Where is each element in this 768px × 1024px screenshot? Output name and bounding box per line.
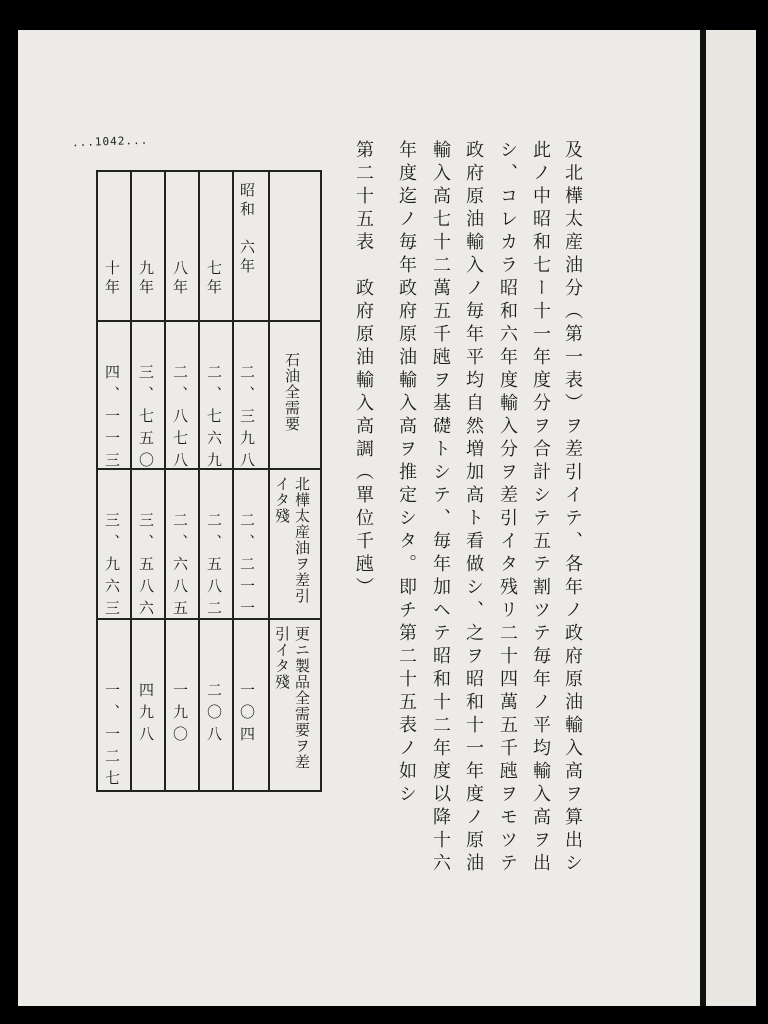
value-total: 三、七五〇 — [137, 364, 155, 474]
body-text-col-4: 政府原油輸入ノ毎年平均自然増加高ト看做シ、之ヲ昭和十一年度ノ原油 — [463, 140, 484, 876]
value-balance: 一〇四 — [238, 682, 256, 748]
value-total: 二、八七八 — [171, 364, 189, 474]
header-minus-products: 更ニ製品全需要ヲ差引イタ殘 — [273, 626, 311, 770]
handwritten-annotation: ...1042... — [71, 133, 149, 150]
header-total-demand: 石油全需要 — [283, 352, 301, 432]
body-text-col-6: 年度迄ノ毎年政府原油輸入高ヲ推定シタ。即チ第二十五表ノ如シ — [396, 140, 417, 807]
value-north: 二、五八二 — [205, 512, 223, 622]
body-text-col-1: 及北樺太産油分（第一表）ヲ差引イテ、各年ノ政府原油輸入高ヲ算出シ — [562, 140, 583, 876]
table-caption: 第二十五表 政府原油輸入高調（單位千瓲） — [353, 140, 374, 600]
body-text-col-2: 此ノ中昭和七ー十一年度分ヲ合計シテ五テ割ツテ毎年ノ平均輸入高ヲ出 — [530, 140, 551, 876]
value-balance: 一九〇 — [171, 682, 189, 748]
header-minus-north-sakhalin: 北樺太産油ヲ差引イタ殘 — [273, 476, 311, 604]
table-row-year: 昭和 六年 — [238, 182, 256, 277]
value-north: 三、九六三 — [103, 512, 121, 622]
value-balance: 四九八 — [137, 682, 155, 748]
value-north: 二、二一一 — [238, 512, 256, 622]
table-row-year: 八年 — [171, 260, 189, 298]
value-balance: 一、一二七 — [103, 682, 121, 792]
adjacent-page-strip — [706, 30, 756, 1006]
value-balance: 二〇八 — [205, 682, 223, 748]
value-total: 二、三九八 — [238, 364, 256, 474]
value-north: 三、五八六 — [137, 512, 155, 622]
value-total: 二、七六九 — [205, 364, 223, 474]
body-text-col-5: 輸入高七十二萬五千瓲ヲ基礎トシテ、毎年加ヘテ昭和十二年度以降十六 — [430, 140, 451, 876]
body-text-col-3: シ、コレカラ昭和六年度輸入分ヲ差引イタ残リ二十四萬五千瓲ヲモツテ — [497, 140, 518, 876]
table-row-year: 十年 — [103, 260, 121, 298]
value-total: 四、一一三 — [103, 364, 121, 474]
table-row-year: 七年 — [205, 260, 223, 298]
table-row-year: 九年 — [137, 260, 155, 298]
value-north: 二、六八五 — [171, 512, 189, 622]
oil-import-table — [96, 170, 322, 792]
